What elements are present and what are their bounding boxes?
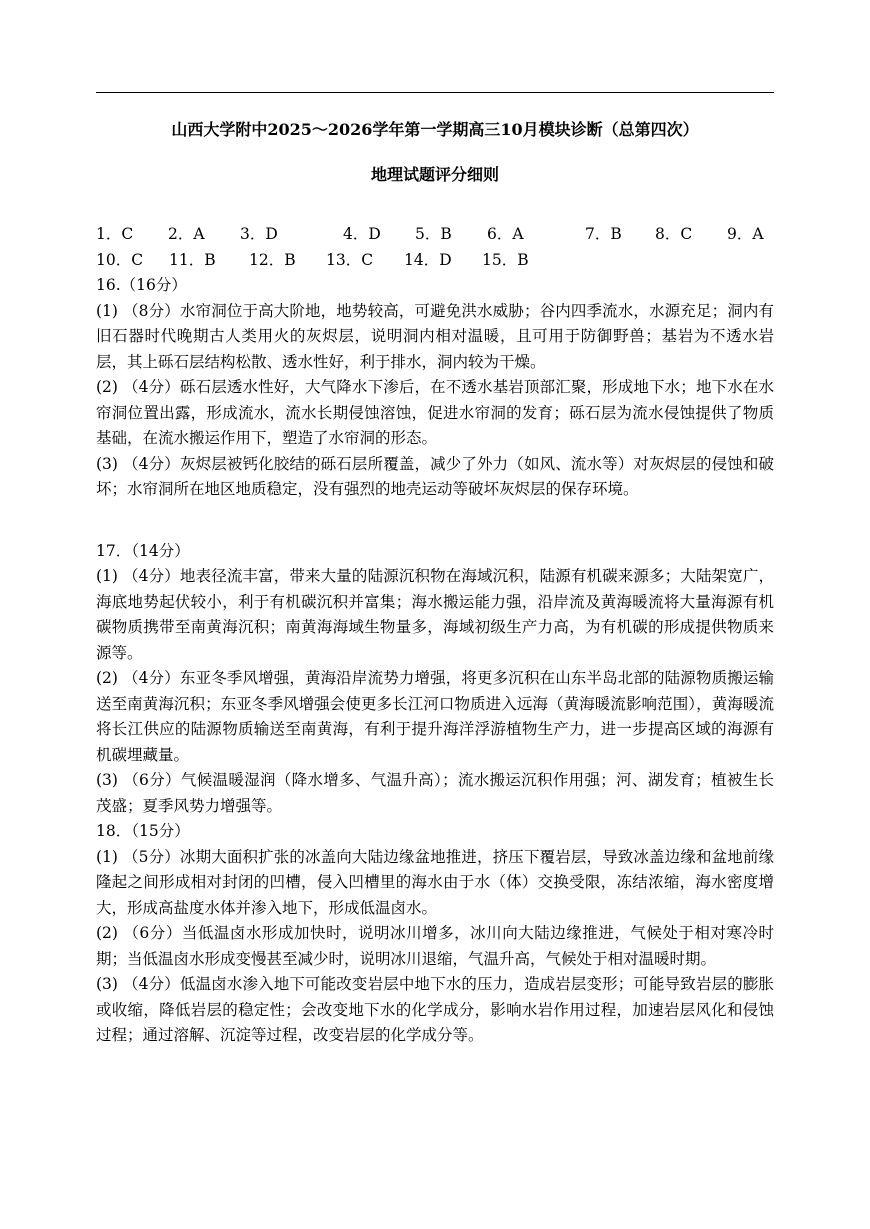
answers-row-2 xyxy=(96,248,774,274)
q16-part3: (3) （4分）灰烬层被钙化胶结的砾石层所覆盖，减少了外力（如风、流水等）对灰烬层的侵蚀和破坏；水帘洞所在地区地质稳定，没有强烈的地壳运动等破坏灰烬层的保存环境。 xyxy=(96,454,774,498)
answer-3: 3．D xyxy=(240,225,278,243)
answer-2: 2．A xyxy=(168,225,205,243)
header-rule xyxy=(96,92,774,93)
answer-10: 10．C xyxy=(96,250,144,269)
answer-7: 7．B xyxy=(585,225,622,243)
q17-part3: (3) （6分）气候温暖湿润（降水增多、气温升高）；流水搬运沉积作用强；河、湖发育；植被生长茂盛；夏季风势力增强等。 xyxy=(96,771,774,815)
q17-part2: (2) （4分）东亚冬季风增强，黄海沿岸流势力增强，将更多沉积在山东半岛北部的陆源物质搬运输送至南黄海沉积；东亚冬季风增强会使更多长江河口物质进入远海（黄海暖流影响范围），黄海暖流将长江供应的陆源物质输送至南黄海，有利于提升海洋浮游植物生产力，进一步提高区域的海源有机碳埋藏量。 xyxy=(96,669,774,764)
answer-1: 1．C xyxy=(96,225,134,243)
q18-part2: (2) （6分）当低温卤水形成加快时，说明冰川增多，冰川向大陆边缘推进，气候处于相对寒冷时期；当低温卤水形成变慢甚至减少时，说明冰川退缩，气温升高，气候处于相对温暖时期。 xyxy=(96,924,774,968)
answer-15: 15．B xyxy=(482,250,529,269)
q18-heading: 18．（15分） xyxy=(96,822,190,840)
section-gap xyxy=(96,503,774,539)
answer-8: 8．C xyxy=(655,225,693,243)
q16-part2: (2) （4分）砾石层透水性好，大气降水下渗后，在不透水基岩顶部汇聚，形成地下水；地下水在水帘洞位置出露，形成流水，流水长期侵蚀溶蚀，促进水帘洞的发育；砾石层为流水侵蚀提供了物质基础，在流水搬运作用下，塑造了水帘洞的形态。 xyxy=(96,378,774,447)
page-title: 山西大学附中2025～2026学年第一学期高三10月模块诊断（总第四次） xyxy=(171,120,699,139)
answer-13: 13．C xyxy=(326,250,374,269)
q16-part1: (1) （8分）水帘洞位于高大阶地，地势较高，可避免洪水威胁；谷内四季流水，水源充足；洞内有旧石器时代晚期古人类用火的灰烬层，说明洞内相对温暖，且可用于防御野兽；基岩为不透水岩层，其上砾石层结构松散、透水性好，利于排水，洞内较为干燥。 xyxy=(96,301,774,371)
answers-row-1 xyxy=(96,222,774,248)
answer-11: 11．B xyxy=(169,250,216,269)
answer-14: 14．D xyxy=(404,250,452,269)
q17-part1: (1) （4分）地表径流丰富，带来大量的陆源沉积物在海域沉积，陆源有机碳来源多；大陆架宽广，海底地势起伏较小，利于有机碳沉积并富集；海水搬运能力强，沿岸流及黄海暖流将大量海源有机碳物质携带至南黄海沉积；南黄海海域生物量多，海域初级生产力高，为有机碳的形成提供物质来源等。 xyxy=(96,567,774,662)
q18-part3: (3) （4分）低温卤水渗入地下可能改变岩层中地下水的压力，造成岩层变形；可能导致岩层的膨胀或收缩，降低岩层的稳定性；会改变地下水的化学成分，影响水岩作用过程，加速岩层风化和侵蚀过程；通过溶解、沉淀等过程，改变岩层的化学成分等。 xyxy=(96,975,774,1044)
document-body xyxy=(96,222,774,1049)
page-subtitle: 地理试题评分细则 xyxy=(370,165,499,184)
answer-5: 5．B xyxy=(415,225,452,243)
q18-part1: (1) （5分）冰期大面积扩张的冰盖向大陆边缘盆地推进，挤压下覆岩层，导致冰盖边缘和盆地前缘隆起之间形成相对封闭的凹槽，侵入凹槽里的海水由于水（体）交换受限，冻结浓缩，海水密度增大，形成高盐度水体并渗入地下，形成低温卤水。 xyxy=(96,847,774,917)
answer-6: 6．A xyxy=(487,225,524,243)
answer-9: 9．A xyxy=(727,225,764,243)
answer-12: 12．B xyxy=(249,250,296,269)
q16-heading: 16.（16分） xyxy=(96,276,187,294)
answer-4: 4．D xyxy=(343,225,381,243)
q17-heading: 17．（14分） xyxy=(96,541,190,560)
